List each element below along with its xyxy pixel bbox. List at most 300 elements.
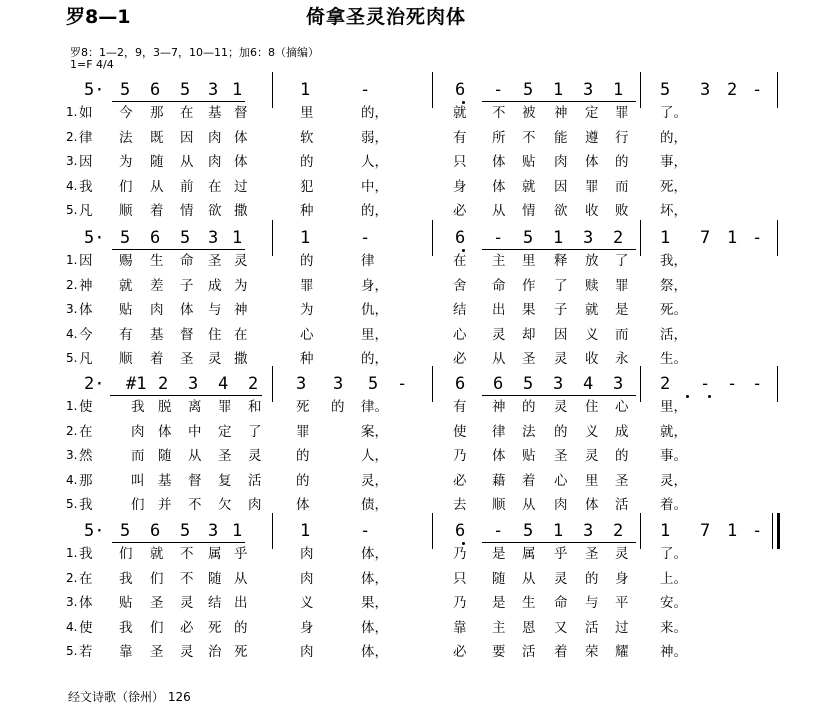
lyric-char: 果 [522,302,536,318]
lyric-char: 能 [554,129,568,146]
lyric-char: 是 [492,595,506,611]
lyric-char: 的 [615,154,629,170]
lyric-char: 的 [522,399,536,415]
lyric-char: 顺 [492,497,506,513]
bar-line [432,513,433,549]
note: 5 [120,228,131,248]
lyric-char: 灵 [615,546,629,562]
lyric-char: 从 [188,448,202,464]
lyric-char: 们 [119,178,133,195]
lyric-char: 灵 [585,448,599,464]
lyric-char: 被 [522,105,536,121]
lyric-char: 里 [300,105,314,121]
lyric-char: 必 [453,203,467,219]
lyric-char: 乃 [453,546,467,562]
lyric-char: 体 [79,595,93,611]
lyric-char: 了 [248,423,262,440]
lyric-char: 义 [300,595,314,611]
note: #1 [126,374,147,394]
lyric-char: 的 [296,472,310,489]
lyric-char: 荣 [585,644,599,660]
lyric-char: 子 [554,302,568,318]
scripture-reference: 罗8：1—2，9，3—7，10—11；加6：8（摘编） [70,46,319,59]
lyric-char: 活， [660,326,687,343]
lyric-char: 心 [615,399,629,415]
lyric-char: 赎 [585,277,599,294]
lyric-char: 而 [615,326,629,343]
lyric-char: 因 [79,253,93,269]
lyric-char: 随 [492,570,506,587]
note: 1 [727,521,738,541]
lyric-char: 离 [188,399,202,415]
lyric-char: 不 [180,546,194,562]
lyric-char: 灵 [248,448,262,464]
lyric-char: 子 [180,277,194,294]
lyric-char: 从 [492,351,506,367]
lyric-char: 住 [208,326,222,343]
lyric-char: 生 [522,595,536,611]
note: 5 [523,228,534,248]
bar-line [432,72,433,108]
lyric-char: 释 [554,253,568,269]
lyric-char: 从 [180,154,194,170]
lyric-char: 活 [522,644,536,660]
lyric-char: 去 [453,497,467,513]
lyric-char: 我 [119,570,133,587]
lyric-char: 因 [180,129,194,146]
lyric-char: 并 [158,497,172,513]
note: 6 [455,521,466,541]
lyric-char: 放 [585,253,599,269]
lyric-char: 里 [585,472,599,489]
lyric-char: 在 [453,253,467,269]
lyric-char: 犯 [300,178,314,195]
bar-line [640,72,641,108]
lyric-char: 的 [554,423,568,440]
verse-number: 1. [66,105,78,119]
verse-number: 5. [66,351,78,365]
lyric-char: 因 [554,178,568,195]
verse-number: 5. [66,203,78,217]
lyric-char: 死 [208,619,222,636]
note: 5· [84,228,105,248]
note: - [752,521,763,541]
lyric-char: 然 [79,448,93,464]
note: 1 [232,521,243,541]
lyric-char: 既 [150,129,164,146]
note: 1 [553,80,564,100]
lyric-char: 了。 [660,546,687,562]
lyric-char: 圣 [585,546,599,562]
lyric-char: 与 [208,302,222,318]
lyric-char: 结 [208,595,222,611]
note: 3 [613,374,624,394]
lyric-char: 灵 [208,351,222,367]
hymn-title: 倚拿圣灵治死肉体 [306,6,467,28]
lyric-char: 中， [361,178,388,195]
beam-line [482,249,636,250]
lyric-char: 体 [234,154,248,170]
lyric-char: 人， [361,448,388,464]
lyric-char: 们 [119,546,133,562]
lyric-char: 肉 [300,644,314,660]
lyric-char: 差 [150,277,164,294]
note: 5· [84,80,105,100]
lyric-char: 弱， [361,129,388,146]
note: 1 [232,80,243,100]
note: 6 [455,80,466,100]
lyric-char: 不 [180,570,194,587]
note: 5 [523,521,534,541]
lyric-char: 罪 [218,399,232,415]
note: 3 [583,228,594,248]
note: 2 [727,80,738,100]
lyric-char: 贴 [119,595,133,611]
lyric-char: 随 [158,448,172,464]
note: 5 [660,80,671,100]
lyric-char: 们 [150,570,164,587]
lyric-char: 体 [180,302,194,318]
lyric-char: 身， [361,277,388,294]
note: 1 [232,228,243,248]
lyric-char: 使 [453,423,467,440]
lyric-char: 基 [208,105,222,121]
lyric-char: 里， [660,399,687,415]
lyric-char: 凡 [79,203,93,219]
lyric-char: 凡 [79,351,93,367]
lyric-char: 不 [492,105,506,121]
lyric-char: 来。 [660,619,687,636]
lyric-char: 有 [453,399,467,415]
lyric-char: 使 [79,399,93,415]
lyric-char: 的， [660,129,687,146]
lyric-char: 情 [522,203,536,219]
lyric-char: 肉 [300,546,314,562]
bar-line [432,366,433,402]
lyric-char: 律 [79,129,93,146]
lyric-char: 就 [150,546,164,562]
lyric-char: 神 [554,105,568,121]
lyric-char: 必 [453,644,467,660]
lyric-char: 肉 [554,154,568,170]
lyric-char: 使 [79,619,93,636]
lyric-char: 灵 [554,570,568,587]
lyric-char: 体， [361,546,388,562]
lyric-char: 与 [585,595,599,611]
bar-line [640,513,641,549]
lyric-char: 我 [79,497,93,513]
note: 2 [248,374,259,394]
lyric-char: 平 [615,595,629,611]
lyric-char: 在 [180,105,194,121]
lyric-char: 着 [522,472,536,489]
lyric-char: 贴 [119,302,133,318]
lyric-char: 舍 [453,277,467,294]
bar-line [272,220,273,256]
lyric-char: 心 [300,326,314,343]
lyric-char: 只 [453,154,467,170]
lyric-char: 人， [361,154,388,170]
lyric-char: 罪 [615,277,629,294]
lyric-char: 督 [180,326,194,343]
lyric-char: 就 [453,105,467,121]
lyric-char: 在 [79,423,93,440]
lyric-char: 主 [492,253,506,269]
lyric-char: 灵 [180,644,194,660]
beam-line [112,101,245,102]
note: 1 [300,521,311,541]
lyric-char: 灵， [660,472,687,489]
bar-line [272,72,273,108]
verse-number: 3. [66,154,78,168]
lyric-char: 圣 [150,644,164,660]
lyric-char: 基 [150,326,164,343]
lyric-char: 主 [492,619,506,636]
verse-number: 4. [66,178,78,193]
lyric-char: 神 [79,277,93,294]
hymn-number: 罗8—1 [66,6,131,28]
lyric-char: 从 [522,497,536,513]
lyric-char: 的 [300,154,314,170]
beam-line [110,395,262,396]
lyric-char: 情 [180,203,194,219]
lyric-char: 圣 [554,448,568,464]
note: 5 [523,80,534,100]
lyric-char: 乎 [554,546,568,562]
lyric-char: 体 [585,154,599,170]
lyric-char: 了。 [660,105,687,121]
note: 3 [700,80,711,100]
note: - [752,374,763,394]
note: 1 [553,228,564,248]
note: - [752,80,763,100]
bar-line [777,72,778,108]
lyric-char: 体 [296,497,310,513]
lyric-char: 肉 [300,570,314,587]
lyric-char: 的 [331,399,345,415]
lyric-char: 因 [554,326,568,343]
lyric-char: 我 [119,619,133,636]
lyric-char: 圣 [208,253,222,269]
lyric-char: 肉 [208,154,222,170]
lyric-char: 耀 [615,644,629,660]
lyric-char: 为 [119,154,133,170]
lyric-char: 不 [188,497,202,513]
lyric-char: 事， [660,154,687,170]
lyric-char: 在 [234,326,248,343]
lyric-char: 不 [522,129,536,146]
lyric-char: 们 [150,619,164,636]
bar-line [640,366,641,402]
lyric-char: 体 [492,178,506,195]
lyric-char: 灵 [492,326,506,343]
note: 2 [158,374,169,394]
verse-number: 2. [66,277,78,292]
lyric-char: 乎 [234,546,248,562]
lyric-char: 行 [615,129,629,146]
lyric-char: 命 [180,253,194,269]
lyric-char: 着 [150,203,164,219]
lyric-char: 体 [492,448,506,464]
lyric-char: 必 [453,351,467,367]
note: 3 [553,374,564,394]
lyric-char: 过 [234,178,248,195]
lyric-char: 活 [248,472,262,489]
note: 3 [296,374,307,394]
lyric-char: 复 [218,472,232,489]
verse-number: 4. [66,619,78,634]
lyric-char: 要 [492,644,506,660]
note: 5 [180,80,191,100]
note: 1 [300,80,311,100]
lyric-char: 欠 [218,497,232,513]
lyric-char: 祭， [660,277,687,294]
verse-number: 3. [66,448,78,462]
lyric-char: 在 [79,570,93,587]
lyric-char: 出 [492,302,506,318]
lyric-char: 肉 [131,423,145,440]
lyric-char: 属 [522,546,536,562]
verse-number: 4. [66,326,78,341]
lyric-char: 灵， [361,472,388,489]
lyric-char: 神。 [660,644,687,660]
lyric-char: 心 [453,326,467,343]
lyric-char: 成 [615,423,629,440]
lyric-char: 为 [234,277,248,294]
lyric-char: 必 [180,619,194,636]
lyric-char: 贴 [522,448,536,464]
lyric-char: 罪 [296,423,310,440]
lyric-char: 灵 [554,351,568,367]
lyric-char: 随 [150,154,164,170]
lyric-char: 的 [585,570,599,587]
lyric-char: 遵 [585,129,599,146]
note: 2· [84,374,105,394]
note: 3 [208,80,219,100]
bar-line [432,220,433,256]
lyric-char: 就 [522,178,536,195]
note: 5 [180,228,191,248]
bar-line [777,366,778,402]
lyric-char: 体， [361,644,388,660]
note: 5 [180,521,191,541]
lyric-char: 在 [208,178,222,195]
lyric-char: 债， [361,497,388,513]
lyric-char: 律 [361,253,375,269]
lyric-char: 收 [585,351,599,367]
lyric-char: 的 [234,619,248,636]
verse-number: 2. [66,570,78,585]
lyric-char: 欲 [554,203,568,219]
lyric-char: 义 [585,326,599,343]
lyric-char: 因 [79,154,93,170]
verse-number: 1. [66,399,78,413]
lyric-char: 就 [119,277,133,294]
lyric-char: 又 [554,619,568,636]
note: - [360,80,371,100]
lyric-char: 身 [300,619,314,636]
lyric-char: 体， [361,570,388,587]
note: - [493,228,504,248]
beam-line [482,542,636,543]
lyric-char: 了 [615,253,629,269]
lyric-char: 为 [300,302,314,318]
beam-line [112,542,245,543]
note: 5 [120,80,131,100]
lyric-char: 而 [615,178,629,195]
lyric-char: 的 [300,253,314,269]
note: 5 [523,374,534,394]
source-footer: 经文诗歌（徐州） 126 [68,690,191,704]
lyric-char: 圣 [218,448,232,464]
lyric-char: 我， [660,253,687,269]
lyric-char: 督 [188,472,202,489]
note: 5 [120,521,131,541]
lyric-char: 圣 [615,472,629,489]
lyric-char: 定 [585,105,599,121]
lyric-char: 过 [615,619,629,636]
lyric-char: 是 [492,546,506,562]
note: 5 [368,374,379,394]
note: - [493,80,504,100]
note: 3 [208,228,219,248]
note: 3 [583,80,594,100]
note: - [397,374,408,394]
lyric-char: 们 [131,497,145,513]
lyric-char: 叫 [131,472,145,489]
lyric-char: 罪 [585,178,599,195]
lyric-char: 基 [158,472,172,489]
note: 2 [613,228,624,248]
lyric-char: 肉 [554,497,568,513]
note: 2 [613,521,624,541]
lyric-char: 安。 [660,595,687,611]
lyric-char: 却 [522,326,536,343]
lyric-char: 的 [296,448,310,464]
lyric-char: 治 [208,644,222,660]
lyric-char: 身 [615,570,629,587]
lyric-char: 圣 [180,351,194,367]
lyric-char: 欲 [208,203,222,219]
lyric-char: 我 [79,546,93,562]
note: 3 [583,521,594,541]
verse-number: 4. [66,472,78,487]
lyric-char: 罪 [300,277,314,294]
beam-line [112,249,245,250]
lyric-char: 律 [492,423,506,440]
note: 6 [455,228,466,248]
verse-number: 1. [66,546,78,560]
lyric-char: 软 [300,129,314,146]
lyric-char: 住 [585,399,599,415]
bar-line [640,220,641,256]
lyric-char: 法 [119,129,133,146]
lyric-char: 出 [234,595,248,611]
note: - [700,374,711,394]
verse-number: 2. [66,423,78,438]
lyric-char: 里， [361,326,388,343]
lyric-char: 的， [361,351,388,367]
note: - [727,374,738,394]
lyric-char: 里 [522,253,536,269]
lyric-char: 靠 [453,619,467,636]
verse-number: 5. [66,644,78,658]
lyric-char: 作 [522,277,536,294]
lyric-char: 身 [453,178,467,195]
lyric-char: 从 [150,178,164,195]
bar-line [272,513,273,549]
lyric-char: 从 [234,570,248,587]
